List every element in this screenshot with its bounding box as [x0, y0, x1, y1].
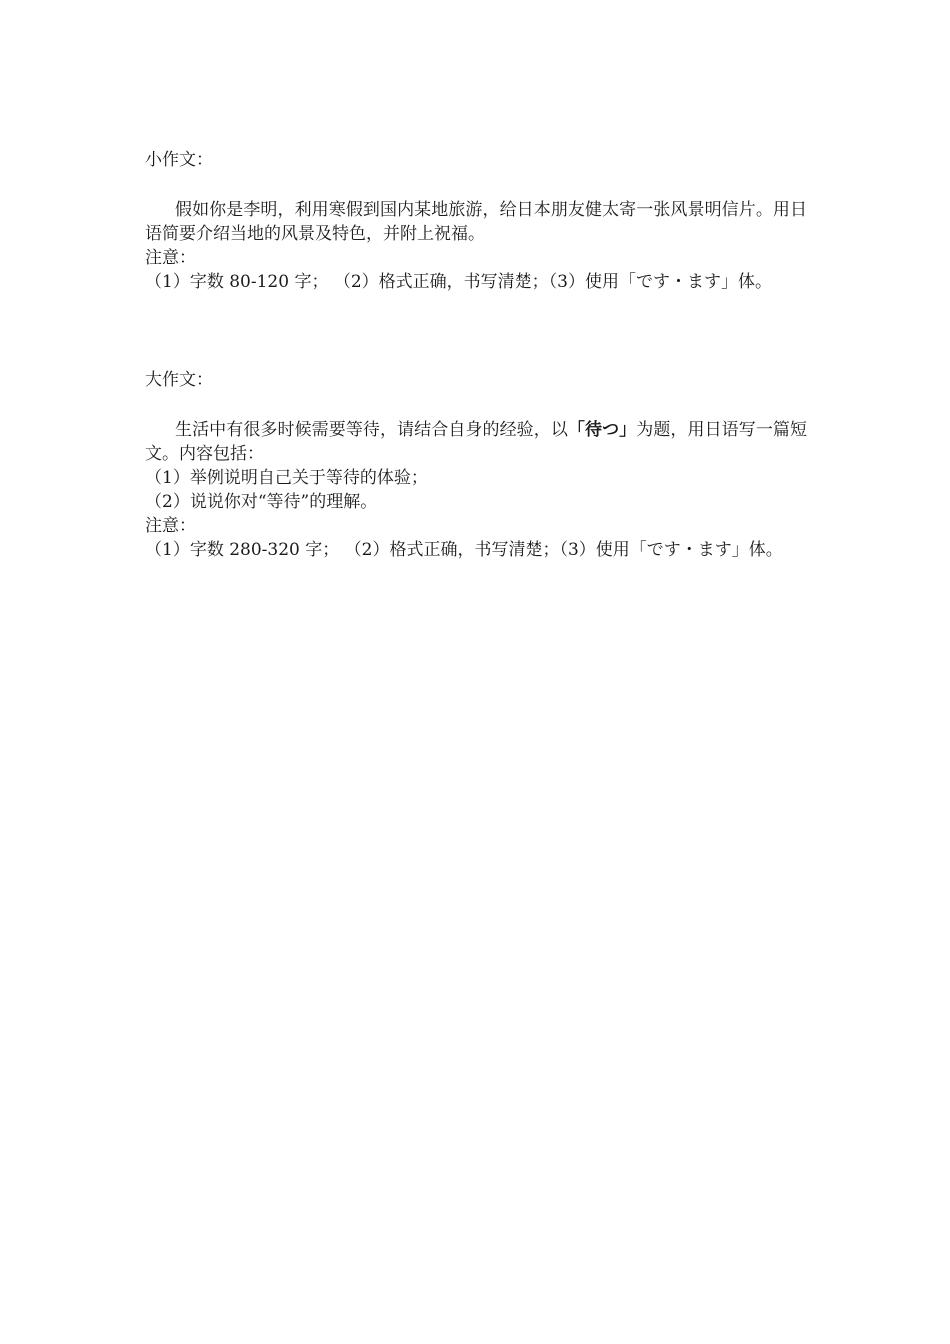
small-essay-requirements: （1）字数 80-120 字； （2）格式正确，书写清楚；（3）使用「です・ます」体。 [145, 272, 772, 292]
large-essay-heading: 大作文： [145, 370, 213, 390]
large-essay-prompt-before: 生活中有很多时候需要等待，请结合自身的经验，以 [175, 420, 568, 440]
section-spacer [145, 294, 807, 368]
large-essay-prompt [145, 418, 807, 466]
large-essay-content-item-1: （1）举例说明自己关于等待的体验； [145, 468, 428, 488]
large-essay-title: 「待つ」 [567, 420, 637, 440]
large-essay-requirements: （1）字数 280-320 字； （2）格式正确，书写清楚；（3）使用「です・ます」体。 [145, 540, 783, 560]
small-essay-notes-label: 注意： [145, 248, 196, 268]
large-essay-section [145, 368, 807, 562]
large-essay-prompt-after: 为题，用日语写一篇短文。内容包括： [145, 420, 808, 464]
small-essay-heading: 小作文： [145, 150, 213, 170]
large-essay-notes-label: 注意： [145, 516, 196, 536]
small-essay-prompt: 假如你是李明，利用寒假到国内某地旅游，给日本朋友健太寄一张风景明信片。用日语简要介绍当地的风景及特色，并附上祝福。 [145, 200, 807, 244]
document-page [145, 148, 807, 562]
large-essay-content-item-2: （2）说说你对“等待”的理解。 [145, 492, 378, 512]
small-essay-section [145, 148, 807, 294]
